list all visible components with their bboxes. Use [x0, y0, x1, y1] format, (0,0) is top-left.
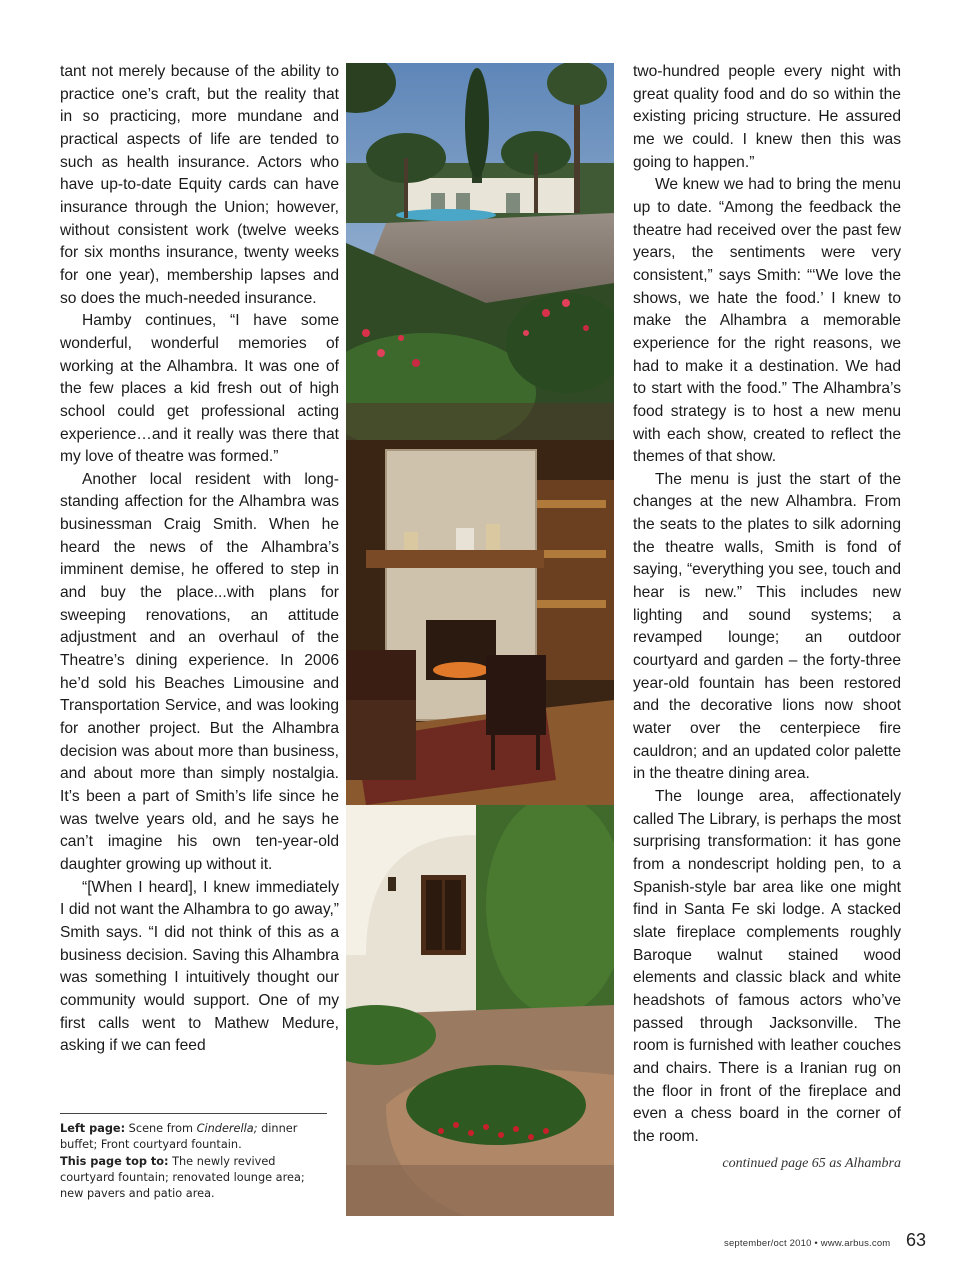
caption-label-left-page: Left page:: [60, 1122, 126, 1135]
issue-info: september/oct 2010 • www.arbus.com: [724, 1238, 891, 1249]
article-column-right: [633, 61, 901, 1175]
paragraph: The menu is just the start of the changes at the new Alhambra. From the seats to the plates to silk adorning the theatre walls, Smith is fond of saying, “everything you see, touch and hear is new.” This includes new lighting and sound systems; a revamped lounge; an outdoor courtyard and garden – the forty-three year-old fountain has been restored and the decorative lions now shoot water over the centerpiece fire cauldron; and an updated color palette in the theatre dining area.: [633, 470, 901, 783]
paragraph: “[When I heard], I knew immediately I did not want the Alhambra to go away,” Smith says. “I did not think of this as a business decision. Saving this Alhambra was something I intuitively thought our community would support. One of my first calls went to Mathew Medure, asking if we can feed: [60, 878, 339, 1055]
page-number: 63: [905, 1230, 926, 1250]
paragraph: two-hundred people every night with great quality food and do so within the existing pricing structure. He assured me we could. I knew then this was going to happen.”: [633, 63, 901, 171]
paragraph: tant not merely because of the ability to practice one’s craft, but the reality that in so practicing, more mundane and practical aspects of life are tended to such as health insurance. Actors who have up-to-date Equity cards can have insurance through the Union; however, without consistent work (twelve weeks for six months insurance, twenty weeks for one year), membership lapses and so does the much-needed insurance.: [60, 63, 339, 307]
paragraph: We knew we had to bring the menu up to date. “Among the feedback the theatre had received over the past few years, the sentiments were very consistent,” says Smith: “‘We love the shows, we hate the food.’ I knew to make the Alhambra a memorable experience for the right reasons, we had to make it a destination. We had to start with the food.” The Alhambra’s food strategy is to host a new menu with each show, created to reflect the themes of that show.: [633, 176, 901, 466]
courtyard-fountain-photo: [346, 63, 614, 440]
caption-text: The newly revived courtyard fountain; renovated lounge area; new pavers and patio area.: [60, 1154, 305, 1201]
paragraph: Another local resident with long-standing affection for the Alhambra was businessman Craig Smith. When he heard the news of the Alhambra’s imminent demise, he offered to step in and buy the place...with plans for sweeping renovations, an attitude adjustment and an overhaul of the Theatre’s dining experience. In 2006 he’d sold his Beaches Limousine and Transportation Service, and was looking for another project. But the Alhambra decision was about more than business, and about more than simply nostalgia. It’s been a part of Smith’s life since he was twelve years old, and he says he can’t imagine his own ten-year-old daughter growing up without it.: [60, 470, 339, 873]
patio-pavers-photo: [346, 805, 614, 1216]
photo-strip: [346, 63, 614, 1216]
page-footer: [700, 1230, 930, 1254]
paragraph: The lounge area, affectionately called The Library, is perhaps the most surprising transformation: it has gone from a nondescript holding pen, to a Spanish-style bar area like one might find in Santa Fe ski lodge. A stacked slate fireplace complements roughly Baroque walnut stained wood elements and classic black and white headshots of famous actors who’ve passed through Jacksonville. The room is furnished with leather couches and chairs. There is a Iranian rug on the floor in front of the fireplace and even a chess board in the corner of the room.: [633, 788, 901, 1145]
caption-label-this-page: This page top to:: [60, 1154, 169, 1168]
lounge-area-photo: [346, 440, 614, 805]
article-column-left: [60, 61, 339, 1058]
continued-note: continued page 65 as Alhambra: [722, 1155, 901, 1171]
paragraph: Hamby continues, “I have some wonderful, wonderful memories of working at the Alhambra. It was one of the few places a kid fresh out of high school could get professional acting experience…and it really was there that my love of theatre was formed.”: [60, 312, 339, 466]
caption-text: Scene from: [125, 1122, 197, 1135]
caption-text: dinner buffet; Front courtyard fountain.: [60, 1122, 298, 1152]
photo-caption: [60, 1113, 327, 1202]
caption-title: Cinderella;: [196, 1122, 258, 1135]
